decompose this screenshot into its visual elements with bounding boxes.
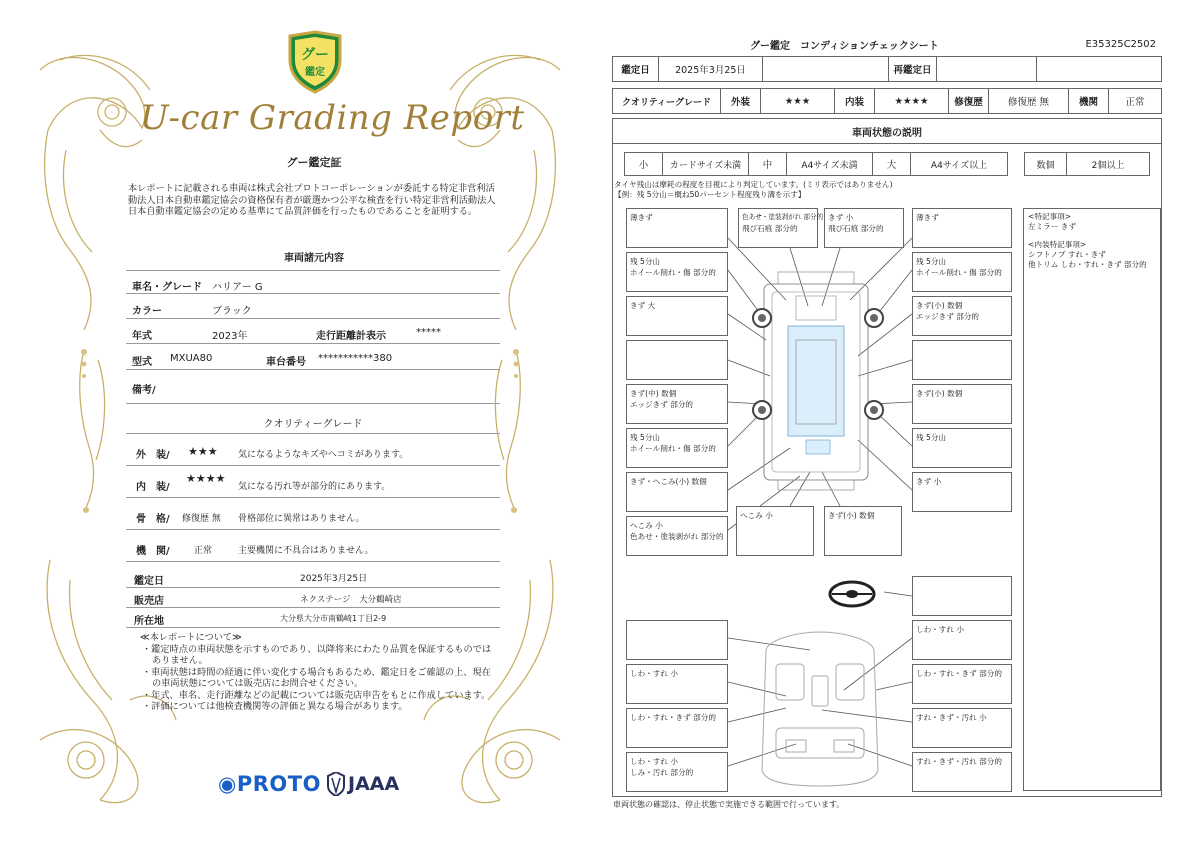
interior-car-icon — [762, 632, 878, 786]
notes-item: ・年式、車名、走行距離などの記載については販売店申告をもとに作成しています。 — [142, 689, 491, 701]
appraisal-row-address — [126, 608, 500, 628]
engine-label: 機関 — [1069, 89, 1109, 113]
spec-mileage-label: 走行距離計表示 — [316, 331, 386, 342]
remark-text: きず(中) 数個 — [630, 389, 677, 398]
quality-row-frame — [126, 502, 500, 530]
remark-box-right-rear-door — [912, 384, 1012, 424]
memo-line: <特記事項> — [1028, 212, 1072, 221]
remark-text: すれ・きず・汚れ 小 — [916, 713, 987, 722]
spec-year-label: 年式 — [132, 331, 152, 342]
spec-chassis-value: ***********380 — [318, 353, 393, 364]
remark-box-right-mid — [912, 340, 1012, 380]
remark-box-left-rear-door — [626, 384, 728, 424]
appraisal-address-label: 所在地 — [134, 616, 164, 627]
remark-text: 色あせ・塗装剥がれ 部分的 — [630, 532, 724, 541]
quality-interior-label: 内 装/ — [136, 482, 170, 493]
memo-line: シフトノブ すれ・きず — [1028, 250, 1106, 259]
count-desc: 2個以上 — [1091, 160, 1125, 171]
remark-box-interior-left-upper — [626, 620, 728, 660]
remark-text: しわ・すれ 小 — [630, 757, 678, 766]
reappraisal-date-label: 再鑑定日 — [889, 57, 937, 81]
remark-box-interior-right-upper — [912, 620, 1012, 660]
tire-note-line: タイヤ残山は摩耗の程度を目視により判定しています。(ミリ表示ではありません) — [614, 180, 893, 189]
size-mid-label: 中 — [749, 153, 787, 175]
quality-grade-label: クオリティーグレード — [613, 89, 721, 113]
appraisal-row-date — [126, 566, 500, 588]
appraisal-date-value: 2025年3月25日 — [659, 57, 763, 81]
jaaa-logo — [326, 772, 416, 798]
notes-heading: ≪本レポートについて≫ — [140, 632, 242, 643]
remark-box-interior-right-rear — [912, 752, 1012, 792]
exterior-car-icon — [753, 272, 883, 490]
remark-box-front-left-tire — [626, 252, 728, 292]
remark-box-left-front-door — [626, 296, 728, 336]
remark-text: 薄きず — [630, 213, 653, 222]
remark-text: きず・へこみ(小) 数個 — [630, 477, 707, 486]
quality-frame-label: 骨 格/ — [136, 514, 170, 525]
remark-text: しみ・汚れ 部分的 — [630, 768, 694, 777]
spec-model-label: 型式 — [132, 357, 152, 368]
remark-text: ホイール削れ・傷 部分的 — [916, 268, 1002, 277]
remark-text: へこみ 小 — [740, 511, 773, 520]
remark-box-front-right — [912, 208, 1012, 248]
quality-row-exterior — [126, 438, 500, 466]
spec-name-label: 車名・グレード — [132, 282, 202, 293]
goo-kantei-badge-icon — [286, 30, 344, 94]
remark-text: ホイール削れ・傷 部分的 — [630, 268, 716, 277]
remark-box-steering — [912, 576, 1012, 616]
remark-text: ホイール削れ・傷 部分的 — [630, 444, 716, 453]
remark-text: しわ・すれ 小 — [630, 669, 678, 678]
quality-title-row — [126, 408, 500, 434]
spec-remarks-label: 備考/ — [132, 385, 156, 396]
remark-text: しわ・すれ・きず 部分的 — [630, 713, 716, 722]
remark-text: きず 小 — [828, 213, 854, 222]
remark-text: 残 5分山 — [916, 433, 947, 442]
spec-row-color — [126, 295, 500, 319]
certificate-title: グー鑑定証 — [286, 156, 342, 169]
spec-row-year — [126, 320, 500, 344]
spec-row-name — [126, 270, 500, 294]
remark-box-front-left — [626, 208, 728, 248]
remark-box-interior-left-rear — [626, 752, 728, 792]
remark-text: しわ・すれ 小 — [916, 625, 964, 634]
sheet-footer: 車両状態の確認は、停止状態で実施できる範囲で行っています。 — [613, 800, 845, 809]
notes-item: ・鑑定時点の車両状態を示すものであり、以降将来にわたり品質を保証するものではありません。 — [142, 643, 492, 666]
spec-name-value: ハリアー G — [212, 282, 263, 293]
badge-bottom-text: 鑑定 — [305, 67, 325, 78]
report-notes — [136, 632, 496, 713]
remark-box-rear-left-tire — [626, 428, 728, 468]
exterior-stars: ★★★ — [761, 89, 835, 113]
spec-year-value: 2023年 — [212, 331, 248, 342]
spec-color-value: ブラック — [212, 306, 252, 317]
repair-history-value: 修復歴 無 — [989, 89, 1069, 113]
quality-title: クオリティーグレード — [263, 419, 363, 430]
remark-box-interior-left-mid — [626, 708, 728, 748]
quality-interior-desc: 気になる汚れ等が部分的にあります。 — [238, 482, 391, 492]
remark-text: エッジきず 部分的 — [630, 400, 694, 409]
remark-box-right-front-door — [912, 296, 1012, 336]
remark-box-interior-right-front-seat — [912, 664, 1012, 704]
remark-text: すれ・きず・汚れ 部分的 — [916, 757, 1002, 766]
appraisal-date-label: 鑑定日 — [613, 57, 659, 81]
remark-text: 飛び石痕 部分的 — [828, 224, 884, 233]
remark-box-rear-right-tire — [912, 428, 1012, 468]
appraisal-shop-label: 販売店 — [134, 596, 164, 607]
appraisal-date-value: 2025年3月25日 — [300, 574, 368, 584]
quality-engine-label: 機 関/ — [136, 546, 170, 557]
interior-stars: ★★★★ — [875, 89, 949, 113]
remark-text: へこみ 小 — [630, 521, 663, 530]
appraisal-date-label: 鑑定日 — [134, 576, 164, 587]
badge-top-text: グー — [301, 47, 329, 63]
memo-line: <内装特記事項> — [1028, 240, 1087, 249]
repair-history-label: 修復歴 — [949, 89, 989, 113]
quality-interior-stars: ★★★★ — [186, 472, 226, 485]
spec-model-value: MXUA80 — [170, 353, 213, 364]
quality-engine-desc: 主要機関に不具合はありません。 — [238, 546, 374, 556]
quality-exterior-desc: 気になるようなキズやヘコミがあります。 — [238, 450, 409, 460]
appraisal-row-shop — [126, 588, 500, 608]
remark-text: 薄きず — [916, 213, 939, 222]
remark-text: 残 5分山 — [630, 257, 661, 266]
quality-frame-desc: 骨格部位に異常はありません。 — [238, 514, 365, 524]
proto-logo: ◉PROTO — [218, 772, 321, 796]
condition-check-sheet — [600, 0, 1200, 848]
remark-box-left-mid — [626, 340, 728, 380]
size-mid-desc: A4サイズ未満 — [787, 153, 873, 175]
size-small-label: 小 — [625, 153, 663, 175]
proto-logo-text: PROTO — [236, 772, 321, 796]
sheet-title: グー鑑定 コンディションチェックシート — [750, 41, 939, 52]
quality-row-engine — [126, 534, 500, 562]
appraisal-shop-value: ネクステージ 大分鶴崎店 — [300, 595, 402, 605]
remark-box-interior-left-front-seat — [626, 664, 728, 704]
jaaa-emblem-icon — [326, 772, 346, 796]
special-notes-memo — [1023, 208, 1161, 791]
remark-text: きず(小) 数個 — [916, 301, 963, 310]
count-label: 数個 — [1025, 153, 1067, 175]
memo-line: 他トリム しわ・すれ・きず 部分的 — [1028, 260, 1147, 269]
quality-engine-value: 正常 — [194, 546, 213, 556]
script-title: U-car Grading Report — [140, 98, 525, 138]
remark-box-front-right-upper — [824, 208, 904, 248]
remark-text: きず 小 — [916, 477, 942, 486]
remark-text: きず 大 — [630, 301, 656, 310]
exterior-label: 外装 — [721, 89, 761, 113]
intro-text: 本レポートに記載される車両は株式会社プロトコーポレーションが委託する特定非営利活動法人日本自動車鑑定協会の資格保有者が厳選かつ公平な検査を行い特定非営利活動法人日本自動車鑑定協会の定める基準にて品質評価を行ったものであることを証明する。 — [128, 183, 496, 218]
quality-exterior-label: 外 装/ — [136, 450, 170, 461]
size-small-desc: カードサイズ未満 — [663, 153, 749, 175]
remark-text: 飛び石痕 部分的 — [742, 224, 798, 233]
quality-exterior-stars: ★★★ — [188, 445, 218, 458]
notes-item: ・評価については他検査機関等の評価と異なる場合があります。 — [142, 701, 408, 712]
remark-box-rear-bumper-left — [626, 516, 728, 556]
size-large-desc: A4サイズ以上 — [930, 160, 988, 171]
spec-row-model — [126, 346, 500, 370]
sheet-code: E35325C2502 — [1085, 39, 1156, 50]
remark-text: しわ・すれ・きず 部分的 — [916, 669, 1002, 678]
spec-row-remarks — [126, 374, 500, 404]
remark-text: きず(小) 数個 — [828, 511, 875, 520]
remark-text: 残 5分山 — [630, 433, 661, 442]
remark-box-rear-left — [626, 472, 728, 512]
remark-box-rear-center-right — [824, 506, 902, 556]
memo-line: 左ミラー きず — [1028, 222, 1076, 231]
spec-mileage-value: ***** — [416, 327, 441, 338]
steering-wheel-icon — [830, 582, 874, 606]
quality-row-interior — [126, 470, 500, 498]
remark-box-rear-right — [912, 472, 1012, 512]
spec-color-label: カラー — [132, 306, 162, 317]
tire-note-line: 【例：残 5分山＝概ね50パーセント程度残り溝を示す】 — [614, 190, 806, 199]
notes-item: ・車両状態は時間の経過に伴い変化する場合もあるため、鑑定日をご確認の上、現在の車両状態については販売店にお問合せください。 — [142, 666, 491, 689]
spec-chassis-label: 車台番号 — [266, 357, 306, 368]
engine-value: 正常 — [1125, 97, 1145, 108]
remark-text: 残 5分山 — [916, 257, 947, 266]
remark-box-interior-right-mid — [912, 708, 1012, 748]
appraisal-address-value: 大分県大分市南鶴崎1丁目2-9 — [280, 614, 387, 623]
spec-section-title: 車両諸元内容 — [284, 253, 344, 264]
remark-text: 色あせ・塗装剥がれ 部分的 — [742, 213, 824, 221]
jaaa-logo-text: JAAA — [348, 773, 400, 795]
memo-line — [1028, 232, 1156, 240]
remark-box-rear-center-left — [736, 506, 814, 556]
quality-frame-value: 修復歴 無 — [182, 514, 221, 524]
remark-box-front-right-tire — [912, 252, 1012, 292]
remark-text: エッジきず 部分的 — [916, 312, 980, 321]
remark-text: きず(小) 数個 — [916, 389, 963, 398]
size-large-label: 大 — [873, 153, 911, 175]
remark-box-front-left-upper — [738, 208, 824, 248]
section-title: 車両状態の説明 — [613, 119, 1161, 144]
interior-label: 内装 — [835, 89, 875, 113]
